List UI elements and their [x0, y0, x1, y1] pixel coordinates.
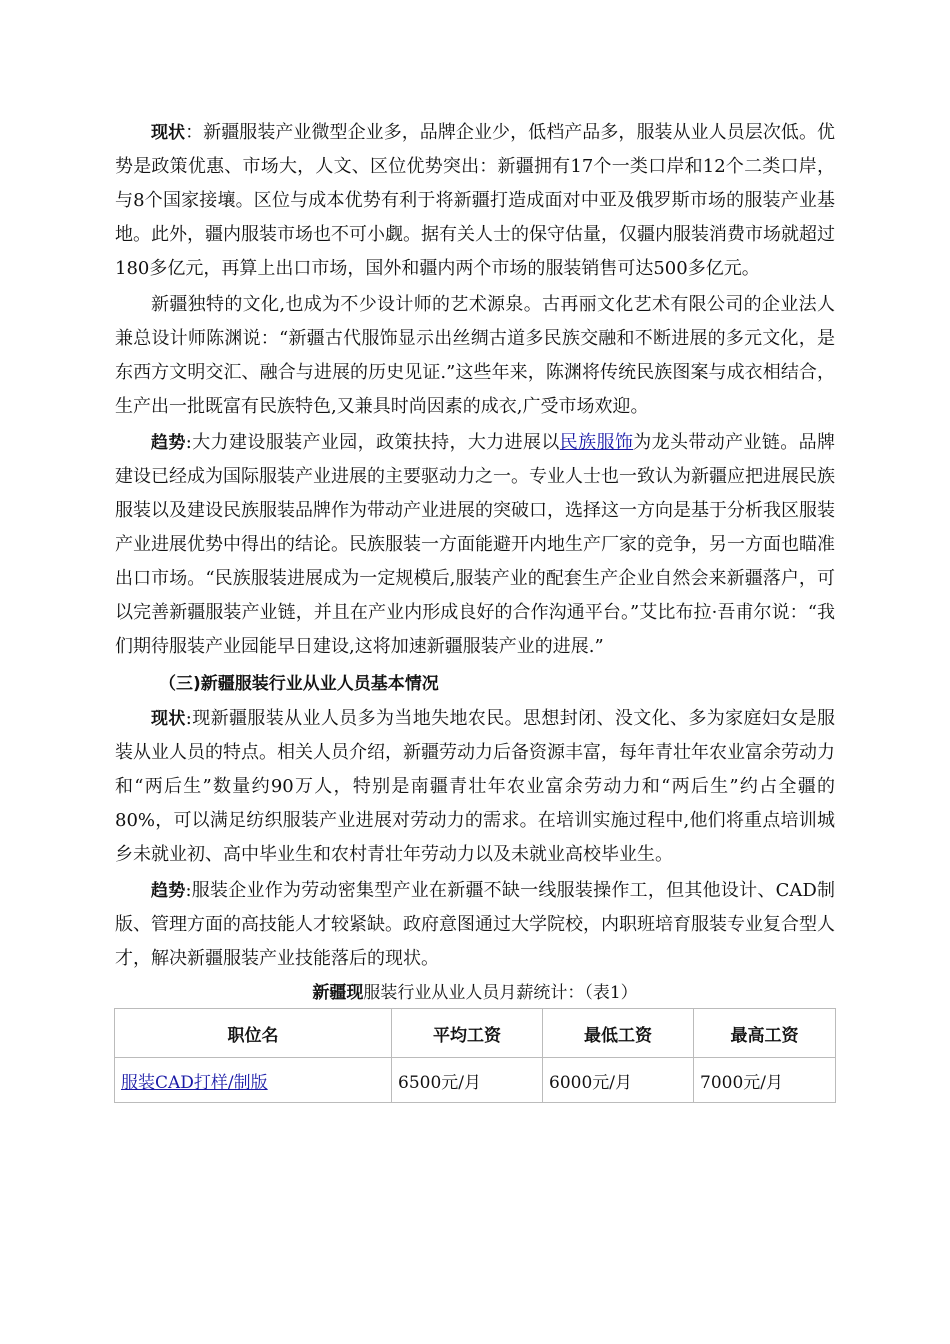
table-caption-text: 服装行业从业人员月薪统计：（表1） [363, 983, 638, 1003]
cell-position [115, 1058, 392, 1103]
paragraph-text: 为龙头带动产业链。品牌建设已经成为国际服装产业进展的主要驱动力之一。专业人士也一致认为新疆应把进展民族服装以及建设民族服装品牌作为带动产业进展的突破口，选择这一方向是基于分析我区服装产业进展优势中得出的结论。民族服装一方面能避开内地生产厂家的竞争，另一方面也瞄准出口市场。“民族服装进展成为一定规模后,服装产业的配套生产企业自然会来新疆落户，可以完善新疆服装产业链，并且在产业内形成良好的合作沟通平台。”艾比布拉·吾甫尔说：“我们期待服装产业园能早日建设,这将加速新疆服装产业的进展.” [115, 432, 836, 657]
section-heading: （三)新疆服装行业从业人员基本情况 [159, 674, 439, 694]
lead-trend: 趋势 [151, 881, 186, 901]
paragraph-culture [115, 288, 835, 424]
paragraph-text: :现新疆服装从业人员多为当地失地农民。思想封闭、没文化、多为家庭妇女是服装从业人员的特点。相关人员介绍，新疆劳动力后备资源丰富，每年青壮年农业富余劳动力和“两后生”数量约90万人，特别是南疆青壮年农业富余劳动力和“两后生”约占全疆的80%，可以满足纺织服装产业进展对劳动力的需求。在培训实施过程中,他们将重点培训城乡未就业初、高中毕业生和农村青壮年劳动力以及未就业高校毕业生。 [115, 708, 836, 865]
paragraph-text: :服装企业作为劳动密集型产业在新疆不缺一线服装操作工，但其他设计、CAD制版、管理方面的高技能人才较紧缺。政府意图通过大学院校，内职班培育服装专业复合型人才，解决新疆服装产业技能落后的现状。 [115, 880, 836, 969]
table-caption-bold: 新疆现 [312, 983, 364, 1003]
lead-trend: 趋势 [151, 433, 186, 453]
position-link[interactable]: 服装CAD打样/制版 [121, 1072, 268, 1093]
cell-max-salary: 7000元/月 [694, 1058, 836, 1103]
paragraph-text: ：新疆服装产业微型企业多，品牌企业少，低档产品多，服装从业人员层次低。优势是政策优惠、市场大，人文、区位优势突出：新疆拥有17个一类口岸和12个二类口岸，与8个国家接壤。区位与成本优势有利于将新疆打造成面对中亚及俄罗斯市场的服装产业基地。此外，疆内服装市场也不可小觑。据有关人士的保守估量，仅疆内服装消费市场就超过180多亿元，再算上出口市场，国外和疆内两个市场的服装销售可达500多亿元。 [115, 122, 835, 279]
paragraph-status-workers [115, 702, 835, 872]
ethnic-clothing-link[interactable]: 民族服饰 [559, 432, 634, 453]
paragraph-trend-industry [115, 426, 835, 664]
cell-min-salary: 6000元/月 [543, 1058, 694, 1103]
column-header-position: 职位名 [115, 1009, 392, 1058]
column-header-min-salary: 最低工资 [543, 1009, 694, 1058]
column-header-avg-salary: 平均工资 [392, 1009, 543, 1058]
paragraph-text: 新疆独特的文化,也成为不少设计师的艺术源泉。古再丽文化艺术有限公司的企业法人兼总设计师陈渊说：“新疆古代服饰显示出丝绸古道多民族交融和不断进展的多元文化，是东西方文明交汇、融合与进展的历史见证.”这些年来，陈渊将传统民族图案与成衣相结合，生产出一批既富有民族特色,又兼具时尚因素的成衣,广受市场欢迎。 [115, 294, 835, 417]
salary-table [114, 1008, 836, 1103]
column-header-max-salary: 最高工资 [694, 1009, 836, 1058]
paragraph-trend-workers [115, 874, 835, 976]
table-caption [115, 978, 835, 1008]
table-header-row [115, 1009, 836, 1058]
cell-avg-salary: 6500元/月 [392, 1058, 543, 1103]
document-page [115, 116, 835, 1103]
lead-status: 现状 [151, 709, 186, 729]
paragraph-text: :大力建设服装产业园，政策扶持，大力进展以 [185, 432, 560, 453]
table-row [115, 1058, 836, 1103]
paragraph-status-industry [115, 116, 835, 286]
lead-status: 现状 [151, 123, 186, 143]
